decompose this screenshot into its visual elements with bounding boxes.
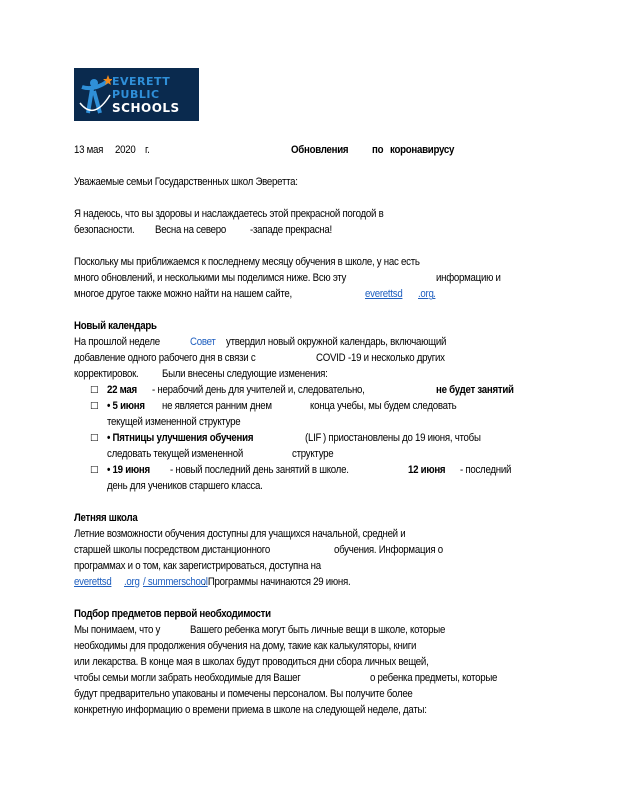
bullet1-text: - нерабочий день для учителей и, следовательно, xyxy=(152,384,365,396)
greeting: Уважаемые семьи Государственных школ Эверетта: xyxy=(74,176,298,188)
bullet4-date: • 19 июня xyxy=(107,464,150,476)
summer-line3: программах и о том, как зарегистрироваться, доступна на xyxy=(74,560,321,572)
bullet4-text: - новый последний день занятий в школе. xyxy=(170,464,349,476)
p1-line2c: -западе прекрасна! xyxy=(250,224,332,236)
summer-link-org[interactable]: .org xyxy=(124,576,140,588)
calendar-line3a: корректировок. xyxy=(74,368,139,380)
bullet2-text: не является ранним днем xyxy=(162,400,272,412)
summer-line4-rest: . Программы начинаются 29 июня. xyxy=(203,576,351,588)
date-year: 2020 xyxy=(115,144,136,156)
bullet1-emph: не будет занятий xyxy=(436,384,514,396)
bullet3-text: ) приостановлены до 19 июня, чтобы xyxy=(323,432,481,444)
p2-line3-period: . xyxy=(433,288,436,300)
everettsd-link[interactable]: everettsd xyxy=(365,288,403,300)
logo-text-line3: SCHOOLS xyxy=(112,101,180,115)
p1-line2a: безопасности. xyxy=(74,224,135,236)
items-line1a: Мы понимаем, что у xyxy=(74,624,161,636)
calendar-line1c: утвердил новый окружной календарь, включающий xyxy=(226,336,447,348)
calendar-line1a: На прошлой неделе xyxy=(74,336,160,348)
bullet3-title: • Пятницы улучшения обучения xyxy=(107,432,254,444)
p2-line1: Поскольку мы приближаемся к последнему месяцу обучения в школе, у нас есть xyxy=(74,256,420,268)
bullet3-text2: следовать текущей измененной xyxy=(107,448,244,460)
p2-line2b: информацию и xyxy=(436,272,501,284)
logo-text-line2: PUBLIC xyxy=(112,88,160,101)
logo-figure-icon xyxy=(78,73,112,117)
calendar-line2c: -19 и несколько других xyxy=(348,352,445,364)
calendar-heading: Новый календарь xyxy=(74,320,157,332)
items-line1b: Вашего ребенка могут быть личные вещи в школе, которые xyxy=(190,624,446,636)
calendar-line1b: Совет xyxy=(190,336,216,348)
items-line4a: чтобы семьи могли забрать необходимые для Вашег xyxy=(74,672,301,684)
summer-link-domain[interactable]: everettsd xyxy=(74,576,112,588)
bullet4-date2: 12 июня xyxy=(408,464,446,476)
bullet2-text2: конца учебы, мы будем следовать xyxy=(310,400,457,412)
items-line3: или лекарства. В конце мая в школах будут проводиться дни сбора личных вещей, xyxy=(74,656,429,668)
bullet2-date: • 5 июня xyxy=(107,400,145,412)
calendar-line2b: COVID xyxy=(316,352,346,364)
square-bullet-icon: □ xyxy=(90,465,99,475)
summer-line2b: обучения. Информация о xyxy=(334,544,443,556)
bullet1-date: 22 мая xyxy=(107,384,137,396)
p1-line2b: Весна на северо xyxy=(155,224,226,236)
summer-line2a: старшей школы посредством дистанционного xyxy=(74,544,270,556)
calendar-line3b: Были внесены следующие изменения: xyxy=(162,368,328,380)
bullet3-lif: (LIF xyxy=(305,432,322,444)
p2-line3a: многое другое также можно найти на нашем сайте, xyxy=(74,288,292,300)
items-line2: необходимы для продолжения обучения на дому, такие как калькуляторы, книги xyxy=(74,640,417,652)
title-word-1: Обновления xyxy=(291,144,349,156)
items-line6: конкретную информацию о времени приема в школе на следующей неделе, даты: xyxy=(74,704,427,716)
logo-text-line1: EVERETT xyxy=(112,75,171,88)
items-line4b: о ребенка предметы, которые xyxy=(370,672,498,684)
date-g: г. xyxy=(145,144,150,156)
bullet2-text3: текущей измененной структуре xyxy=(107,416,241,428)
p1-line1: Я надеюсь, что вы здоровы и наслаждаетесь этой прекрасной погодой в xyxy=(74,208,384,220)
summer-line1: Летние возможности обучения доступны для учащихся начальной, средней и xyxy=(74,528,406,540)
bullet4-text3: день для учеников старшего класса. xyxy=(107,480,263,492)
title-word-3: коронавирусу xyxy=(390,144,455,156)
title-word-2: по xyxy=(372,144,384,156)
square-bullet-icon: □ xyxy=(90,385,99,395)
square-bullet-icon: □ xyxy=(90,433,99,443)
date-day: 13 мая xyxy=(74,144,104,156)
items-heading: Подбор предметов первой необходимости xyxy=(74,608,271,620)
summer-heading: Летняя школа xyxy=(74,512,138,524)
everettsd-link-org[interactable]: .org xyxy=(418,288,434,300)
bullet3-text3: структуре xyxy=(292,448,334,460)
everett-public-schools-logo xyxy=(74,68,199,121)
p2-line2a: много обновлений, и несколькими мы поделимся ниже. Всю эту xyxy=(74,272,347,284)
summer-link-path[interactable]: / summerschool xyxy=(143,576,208,588)
bullet4-text2: - последний xyxy=(460,464,512,476)
calendar-line2a: добавление одного рабочего дня в связи с xyxy=(74,352,256,364)
square-bullet-icon: □ xyxy=(90,401,99,411)
items-line5: будут предварительно упакованы и помечены персоналом. Вы получите более xyxy=(74,688,413,700)
